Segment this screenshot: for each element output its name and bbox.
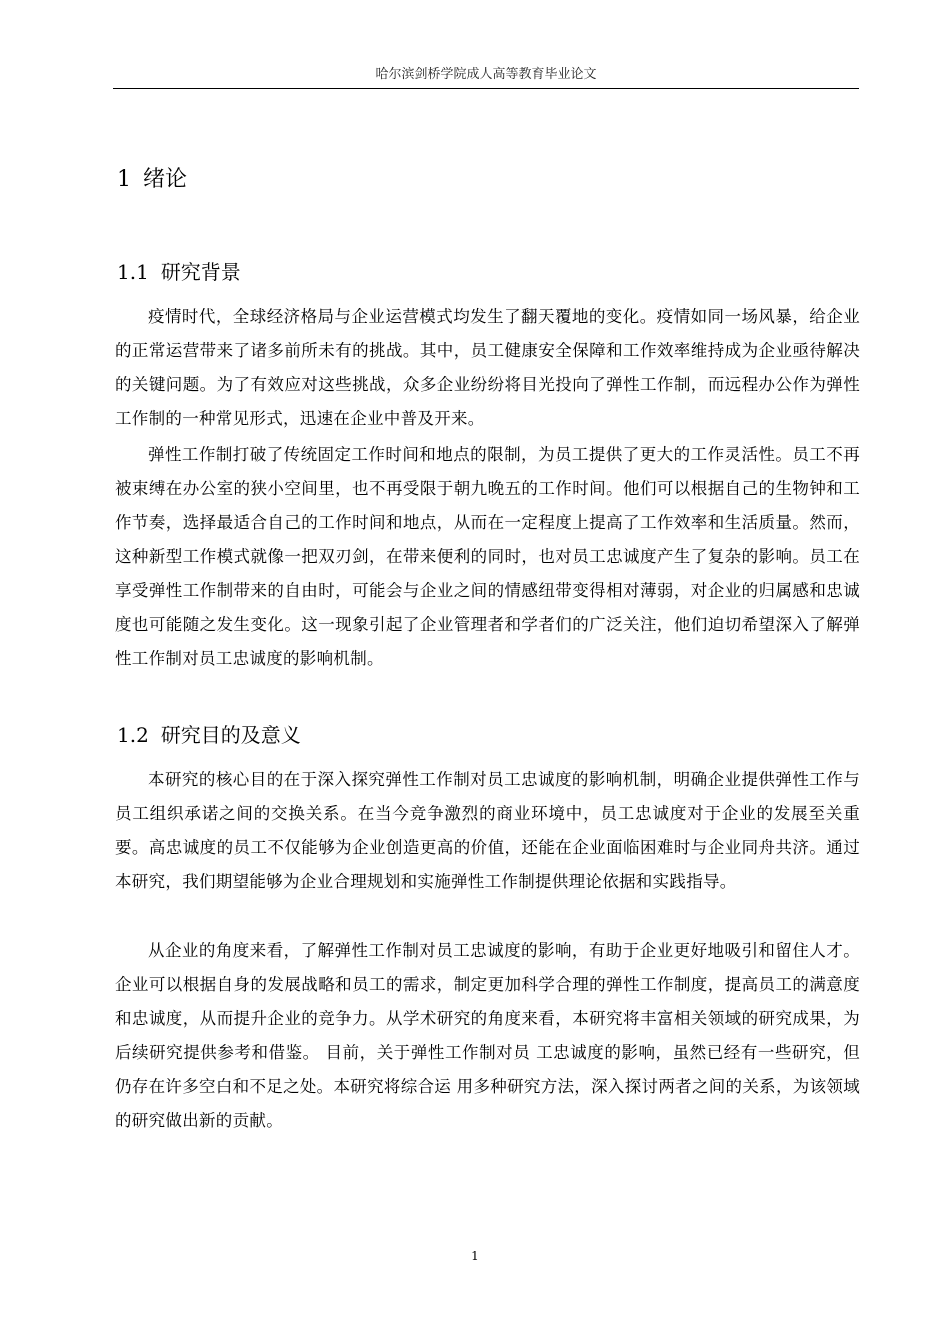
chapter-title: 绪论 [143,167,188,192]
chapter-heading [117,166,187,194]
section-heading-background [117,258,241,286]
body-paragraph: 疫情时代，全球经济格局与企业运营模式均发生了翻天覆地的变化。疫情如同一场风暴，给企业的正常运营带来了诸多前所未有的挑战。其中，员工健康安全保障和工作效率维持成为企业亟待解决的关键问题。为了有效应对这些挑战，众多企业纷纷将目光投向了弹性工作制，而远程办公作为弹性工作制的一种常见形式，迅速在企业中普及开来。 [115,307,860,428]
chapter-number: 1 [117,167,131,192]
body-paragraph: 本研究的核心目的在于深入探究弹性工作制对员工忠诚度的影响机制，明确企业提供弹性工作与员工组织承诺之间的交换关系。在当今竞争激烈的商业环境中，员工忠诚度对于企业的发展至关重要。高忠诚度的员工不仅能够为企业创造更高的价值，还能在企业面临困难时与企业同舟共济。通过本研究，我们期望能够为企业合理规划和实施弹性工作制提供理论依据和实践指导。 [115,770,860,891]
section-title: 研究背景 [160,260,241,284]
page-number: 1 [471,1249,479,1263]
section-title: 研究目的及意义 [160,723,301,747]
header-divider [113,88,859,89]
running-header: 哈尔滨剑桥学院成人高等教育毕业论文 [375,67,597,82]
section-number: 1.2 [117,723,149,747]
body-paragraph: 弹性工作制打破了传统固定工作时间和地点的限制，为员工提供了更大的工作灵活性。员工不再被束缚在办公室的狭小空间里，也不再受限于朝九晚五的工作时间。他们可以根据自己的生物钟和工作节奏，选择最适合自己的工作时间和地点，从而在一定程度上提高了工作效率和生活质量。然而，这种新型工作模式就像一把双刃剑，在带来便利的同时，也对员工忠诚度产生了复杂的影响。员工在享受弹性工作制带来的自由时，可能会与企业之间的情感纽带变得相对薄弱，对企业的归属感和忠诚度也可能随之发生变化。这一现象引起了企业管理者和学者们的广泛关注，他们迫切希望深入了解弹性工作制对员工忠诚度的影响机制。 [115,445,860,668]
section-heading-purpose [117,721,301,749]
body-paragraph: 从企业的角度来看，了解弹性工作制对员工忠诚度的影响，有助于企业更好地吸引和留住人才。企业可以根据自身的发展战略和员工的需求，制定更加科学合理的弹性工作制度，提高员工的满意度和忠诚度，从而提升企业的竞争力。从学术研究的角度来看，本研究将丰富相关领域的研究成果，为后续研究提供参考和借鉴。 目前，关于弹性工作制对员 工忠诚度的影响，虽然已经有一些研究，但仍存在许多空白和不足之处。本研究将综合运 用多种研究方法，深入探讨两者之间的关系，为该领域的研究做出新的贡献。 [115,941,860,1130]
section-number: 1.1 [117,260,149,284]
